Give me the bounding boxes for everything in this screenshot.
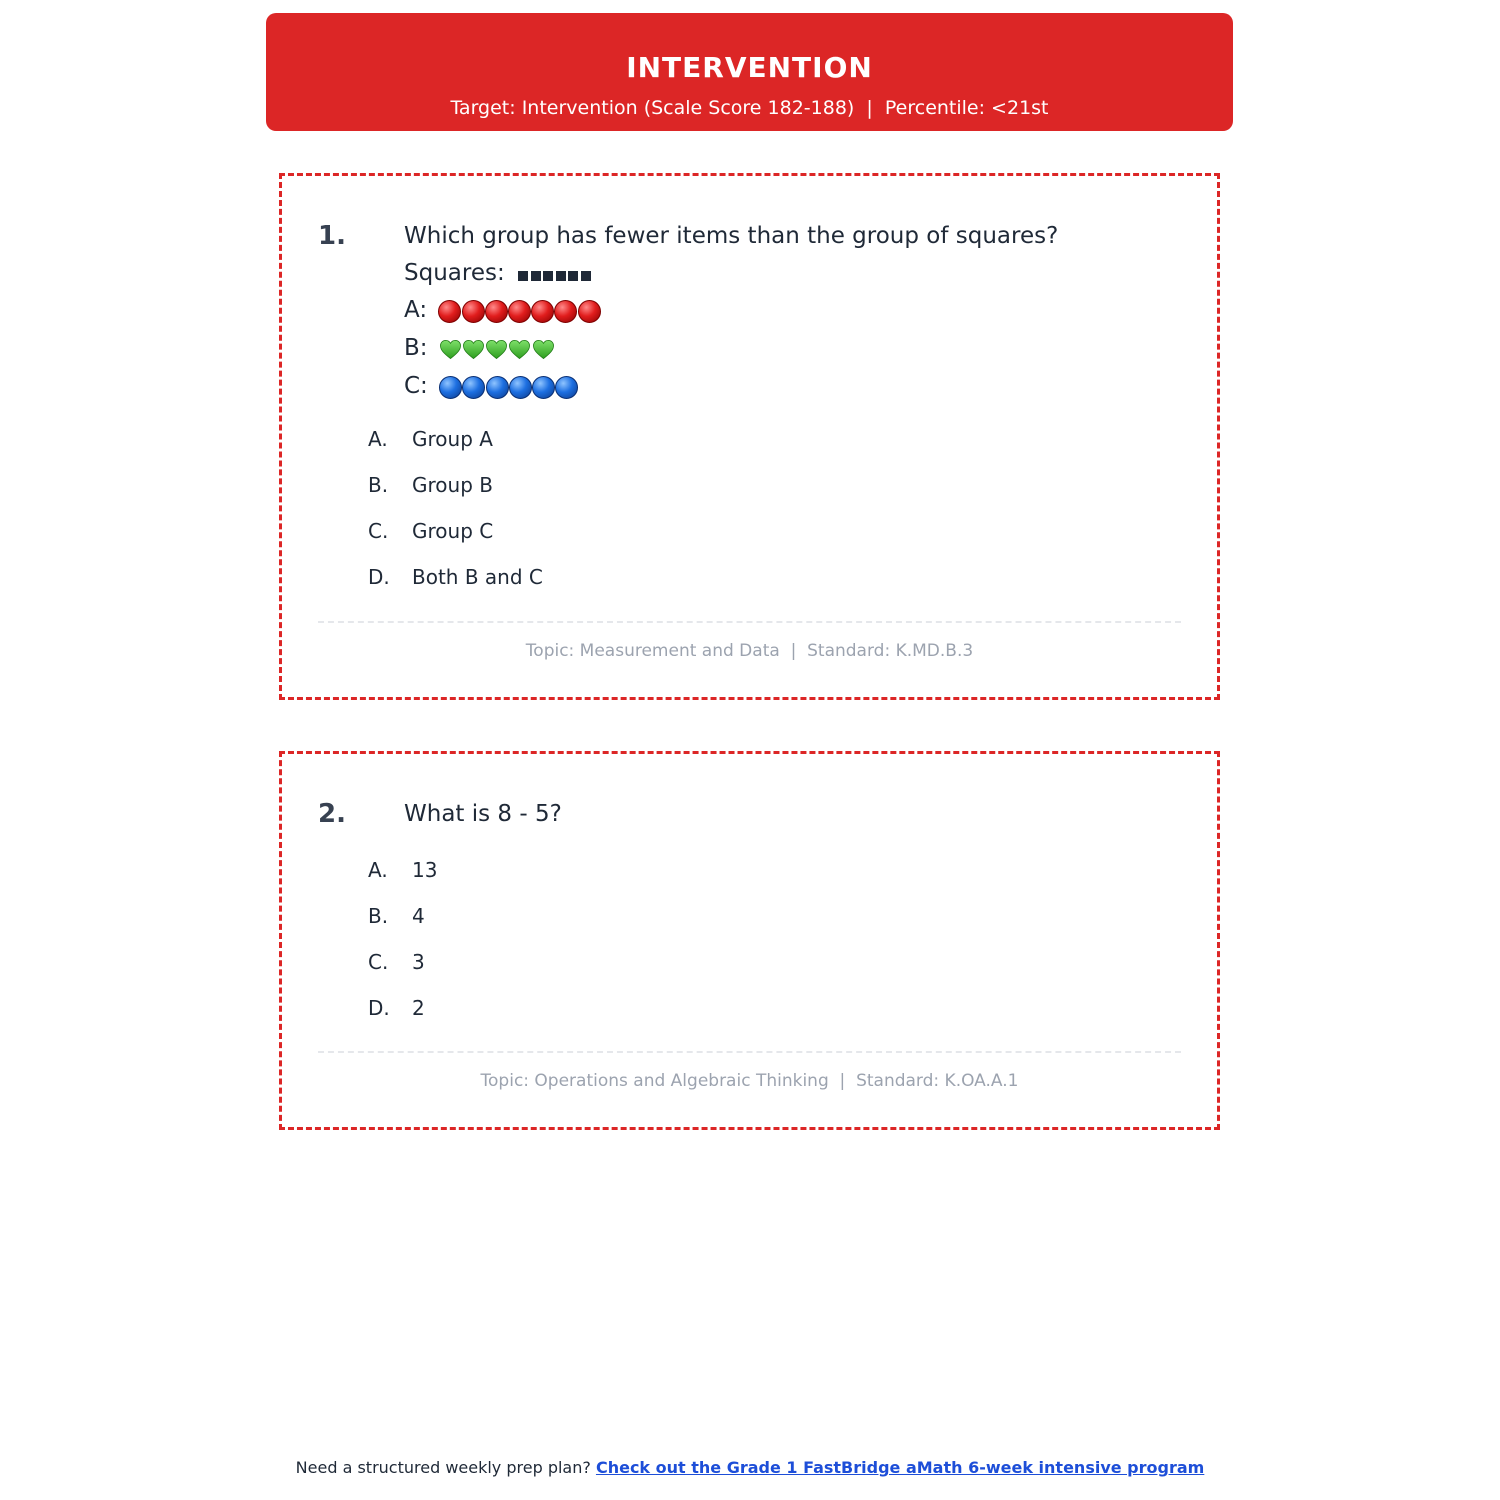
question-number: 2. xyxy=(318,799,346,829)
green-heart-icon xyxy=(439,338,462,361)
choice-text: Group A xyxy=(412,427,493,451)
square-icon xyxy=(581,271,591,281)
level-banner xyxy=(266,13,1233,131)
square-icon xyxy=(556,271,566,281)
squares-group xyxy=(518,260,593,288)
red-ball-group xyxy=(438,297,600,325)
choice-text: Both B and C xyxy=(412,565,543,589)
answer-choice-c[interactable] xyxy=(368,949,425,975)
choice-text: 3 xyxy=(412,950,425,974)
choice-text: Group B xyxy=(412,473,493,497)
answer-choice-d[interactable] xyxy=(368,564,543,590)
choice-text: Group C xyxy=(412,519,494,543)
group-row-b xyxy=(404,334,555,363)
green-heart-icon xyxy=(462,338,485,361)
footer-prompt: Need a structured weekly prep plan? xyxy=(295,1458,591,1477)
choice-letter: C. xyxy=(368,950,389,974)
choice-letter: A. xyxy=(368,427,388,451)
square-icon xyxy=(518,271,528,281)
square-icon xyxy=(543,271,553,281)
green-heart-group xyxy=(439,335,555,363)
program-link[interactable]: Check out the Grade 1 FastBridge aMath 6-week intensive program xyxy=(595,1458,1205,1477)
answer-choice-d[interactable] xyxy=(368,995,425,1021)
blue-ball-icon xyxy=(509,376,532,399)
square-icon xyxy=(531,271,541,281)
group-row-a xyxy=(404,296,601,325)
green-heart-icon xyxy=(508,338,531,361)
red-ball-icon xyxy=(554,300,577,323)
choice-letter: D. xyxy=(368,565,390,589)
card-divider xyxy=(318,1051,1181,1053)
choice-text: 13 xyxy=(412,858,438,882)
choice-text: 4 xyxy=(412,904,425,928)
green-heart-icon xyxy=(485,338,508,361)
banner-subtitle: Target: Intervention (Scale Score 182-188) | Percentile: <21st xyxy=(450,97,1049,119)
question-card-2 xyxy=(279,751,1220,1130)
banner-title: INTERVENTION xyxy=(626,51,873,84)
choice-letter: D. xyxy=(368,996,390,1020)
answer-choice-c[interactable] xyxy=(368,518,493,544)
red-ball-icon xyxy=(508,300,531,323)
answer-choice-b[interactable] xyxy=(368,472,493,498)
answer-choice-a[interactable] xyxy=(368,426,493,452)
blue-ball-icon xyxy=(555,376,578,399)
red-ball-icon xyxy=(462,300,485,323)
red-ball-icon xyxy=(485,300,508,323)
card-divider xyxy=(318,621,1181,623)
squares-label: Squares: xyxy=(404,260,505,286)
question-card-1 xyxy=(279,173,1220,700)
group-label: C: xyxy=(404,373,428,399)
choice-text: 2 xyxy=(412,996,425,1020)
square-icon xyxy=(568,271,578,281)
red-ball-icon xyxy=(531,300,554,323)
choice-letter: A. xyxy=(368,858,388,882)
red-ball-icon xyxy=(438,300,461,323)
choice-letter: C. xyxy=(368,519,389,543)
group-label: B: xyxy=(404,335,428,361)
blue-ball-icon xyxy=(532,376,555,399)
group-row-c xyxy=(404,372,578,401)
blue-ball-group xyxy=(439,373,578,401)
blue-ball-icon xyxy=(439,376,462,399)
question-meta: Topic: Measurement and Data | Standard: K.MD.B.3 xyxy=(525,641,974,661)
question-meta: Topic: Operations and Algebraic Thinking | Standard: K.OA.A.1 xyxy=(480,1071,1019,1091)
green-heart-icon xyxy=(532,338,555,361)
blue-ball-icon xyxy=(462,376,485,399)
footer xyxy=(0,1458,1500,1478)
group-label: A: xyxy=(404,297,428,323)
answer-choice-a[interactable] xyxy=(368,857,437,883)
red-ball-icon xyxy=(578,300,601,323)
question-text: What is 8 - 5? xyxy=(404,801,562,827)
question-text: Which group has fewer items than the group of squares? xyxy=(404,223,1059,249)
squares-row xyxy=(404,259,593,288)
choice-letter: B. xyxy=(368,904,389,928)
blue-ball-icon xyxy=(486,376,509,399)
question-number: 1. xyxy=(318,221,346,251)
answer-choice-b[interactable] xyxy=(368,903,425,929)
choice-letter: B. xyxy=(368,473,389,497)
